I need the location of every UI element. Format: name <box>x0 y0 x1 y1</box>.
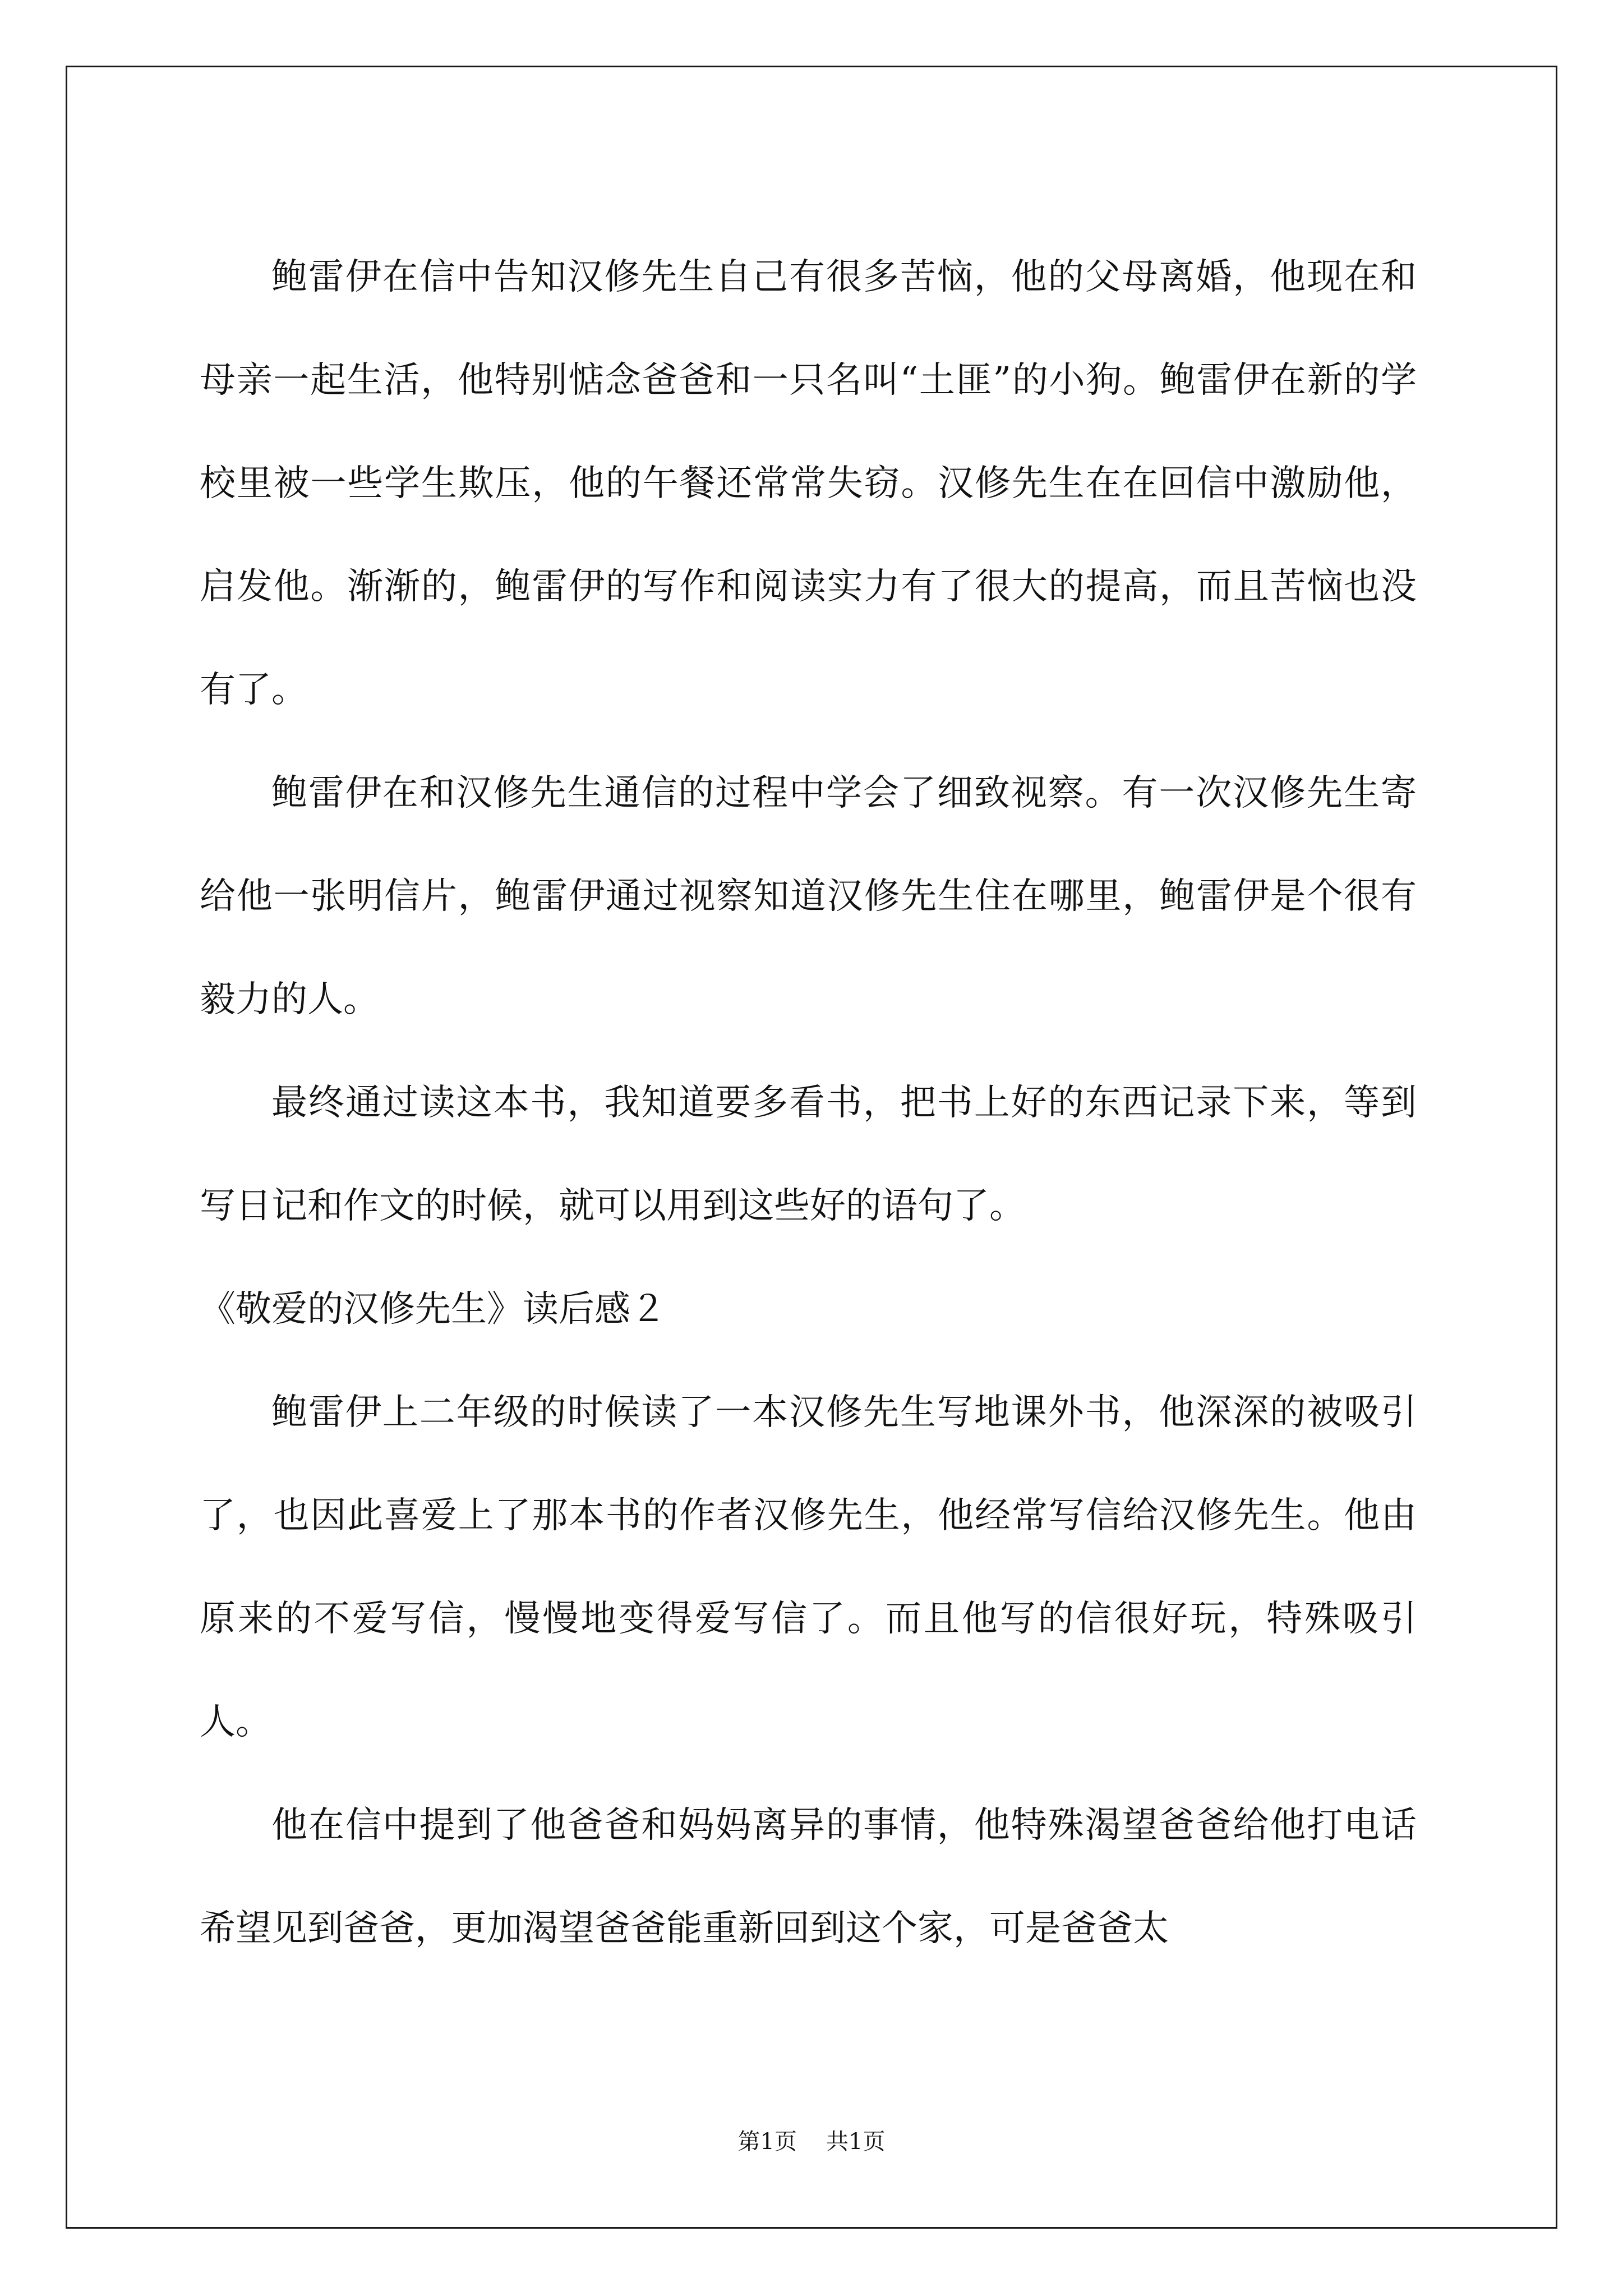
paragraph-2: 鲍雷伊在和汉修先生通信的过程中学会了细致视察。有一次汉修先生寄给他一张明信片，鲍雷伊通过视察知道汉修先生住在哪里，鲍雷伊是个很有毅力的人。 <box>200 772 1417 1020</box>
paragraph-1: 鲍雷伊在信中告知汉修先生自己有很多苦恼，他的父母离婚，他现在和母亲一起生活，他特别惦念爸爸和一只名叫“土匪”的小狗。鲍雷伊在新的学校里被一些学生欺压，他的午餐还常常失窃。汉修先生在在回信中激励他，启发他。渐渐的，鲍雷伊的写作和阅读实力有了很大的提高，而且苦恼也没有了。 <box>200 256 1417 711</box>
document-body <box>200 226 1417 1980</box>
page-total: 共1页 <box>826 2129 886 2155</box>
page-footer <box>0 2126 1623 2157</box>
paragraph-5: 他在信中提到了他爸爸和妈妈离异的事情，他特殊渴望爸爸给他打电话希望见到爸爸，更加渴望爸爸能重新回到这个家，可是爸爸太 <box>200 1805 1417 1949</box>
paragraph-4: 鲍雷伊上二年级的时候读了一本汉修先生写地课外书，他深深的被吸引了，也因此喜爱上了那本书的作者汉修先生，他经常写信给汉修先生。他由原来的不爱写信，慢慢地变得爱写信了。而且他写的信很好玩，特殊吸引人。 <box>200 1392 1417 1743</box>
paragraph-3: 最终通过读这本书，我知道要多看书，把书上好的东西记录下来，等到写日记和作文的时候，就可以用到这些好的语句了。 <box>200 1082 1417 1227</box>
page-number: 第1页 <box>737 2129 797 2155</box>
section-title: 《敬爱的汉修先生》读后感２ <box>200 1289 666 1330</box>
